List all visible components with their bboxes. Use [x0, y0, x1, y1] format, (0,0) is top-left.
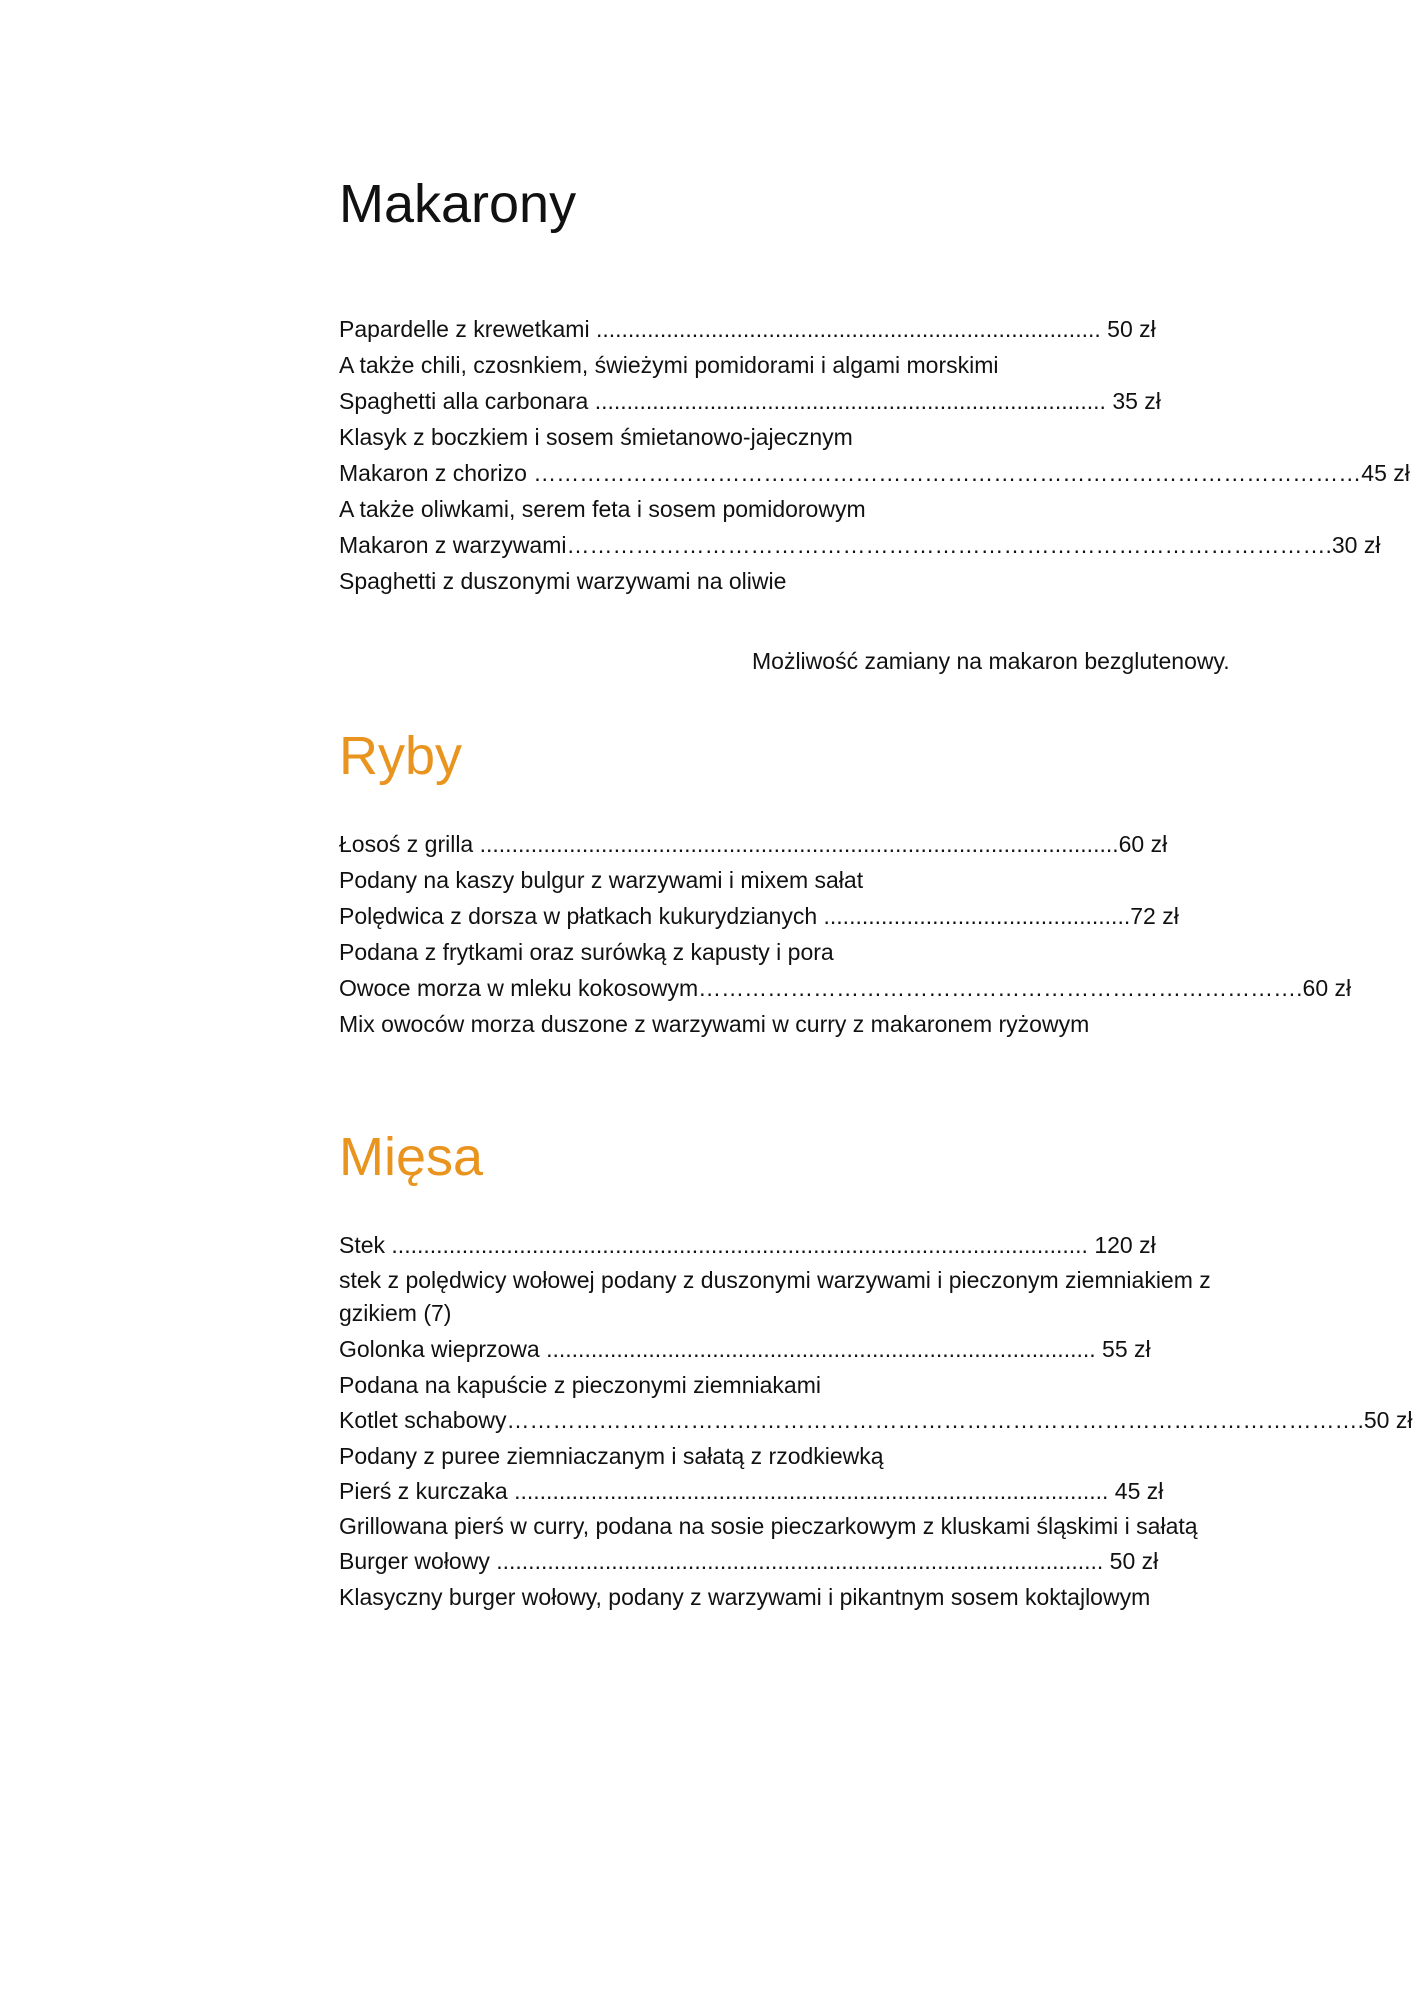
menu-item-description: Klasyczny burger wołowy, podany z warzywami i pikantnym sosem koktajlowym: [339, 1584, 1151, 1610]
gluten-free-note: Możliwość zamiany na makaron bezglutenowy.: [752, 648, 1230, 674]
menu-item-description: Podany z puree ziemniaczanym i sałatą z rzodkiewką: [339, 1443, 884, 1469]
menu-item-description: Grillowana pierś w curry, podana na sosie pieczarkowym z kluskami śląskimi i sałatą: [339, 1513, 1198, 1539]
menu-item-name: Spaghetti alla carbonara ................................................................................ 35 zł: [339, 388, 1161, 414]
menu-item-name: Burger wołowy ............................................................................................... 50 zł: [339, 1548, 1159, 1574]
menu-item-description: stek z polędwicy wołowej podany z duszonymi warzywami i pieczonym ziemniakiem z gzikiem (7): [339, 1267, 1211, 1326]
section-title-makarony: Makarony: [339, 174, 577, 234]
menu-item-description: Spaghetti z duszonymi warzywami na oliwie: [339, 568, 787, 594]
section-title-ryby: Ryby: [339, 726, 463, 786]
menu-item-description: A także oliwkami, serem feta i sosem pomidorowym: [339, 496, 866, 522]
menu-item-name: Polędwica z dorsza w płatkach kukurydzianych ................................................72 zł: [339, 903, 1179, 929]
menu-item-name: Papardelle z krewetkami ............................................................................... 50 zł: [339, 316, 1156, 342]
menu-item-name: Golonka wieprzowa ...................................................................................... 55 zł: [339, 1336, 1151, 1362]
menu-item-name: Makaron z warzywami……………………………………………………………………………………….30 zł: [339, 532, 1381, 558]
menu-item-description: Podany na kaszy bulgur z warzywami i mixem sałat: [339, 867, 864, 893]
menu-item-description: Podana z frytkami oraz surówką z kapusty i pora: [339, 939, 834, 965]
menu-item-description: Podana na kapuście z pieczonymi ziemniakami: [339, 1372, 821, 1398]
menu-item-name: Łosoś z grilla ....................................................................................................60 zł: [339, 831, 1168, 857]
menu-item-name: Pierś z kurczaka ............................................................................................. 45 zł: [339, 1478, 1164, 1504]
menu-item-description: Klasyk z boczkiem i sosem śmietanowo-jajecznym: [339, 424, 853, 450]
menu-item-description: Mix owoców morza duszone z warzywami w curry z makaronem ryżowym: [339, 1011, 1090, 1037]
menu-item-description: A także chili, czosnkiem, świeżymi pomidorami i algami morskimi: [339, 352, 999, 378]
menu-item-name: Makaron z chorizo ………………………………………………………………………………………………45 zł: [339, 460, 1410, 486]
menu-item-name: Kotlet schabowy………………………………………………………………………………………………….50 zł: [339, 1407, 1413, 1433]
menu-item-name: Owoce morza w mleku kokosowym…………………………………………………………………….60 zł: [339, 975, 1352, 1001]
menu-item-name: Stek ............................................................................................................. 120 zł: [339, 1232, 1156, 1258]
section-title-miesa: Mięsa: [339, 1127, 484, 1187]
